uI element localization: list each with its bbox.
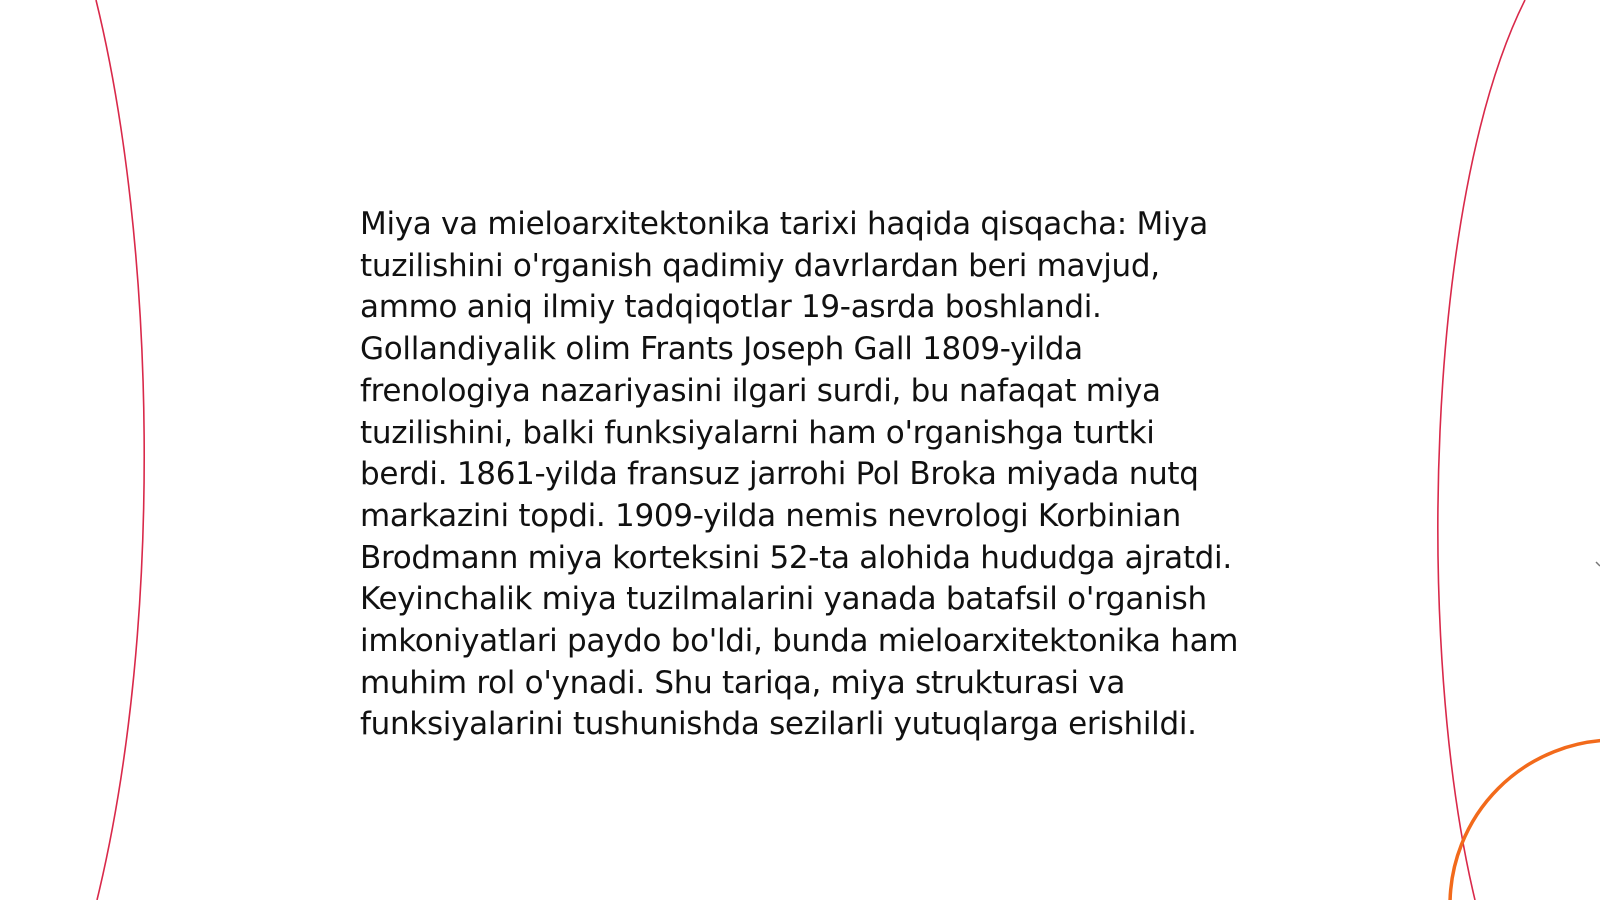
bottom-right-orange-arc [1450,740,1600,900]
right-edge-tick [1596,562,1600,566]
left-curve [96,0,144,900]
body-paragraph: Miya va mieloarxitektonika tarixi haqida qisqacha: Miya tuzilishini o'rganish qadimiy davrlardan beri mavjud, ammo aniq ilmiy tadqiqotlar 19-asrda boshlandi. Gollandiyalik olim Frants Joseph Gall 1809-yilda frenologiya nazariyasini ilgari surdi, bu nafaqat miya tuzilishini, balki funksiyalarni ham o'rganishga turtki berdi. 1861-yilda fransuz jarrohi Pol Broka miyada nutq markazini topdi. 1909-yilda nemis nevrologi Korbinian Brodmann miya korteksini 52-ta alohida hududga ajratdi. Keyinchalik miya tuzilmalarini yanada batafsil o'rganish imkoniyatlari paydo bo'ldi, bunda mieloarxitektonika ham muhim rol o'ynadi. Shu tariqa, miya strukturasi va funksiyalarini tushunishda sezilarli yutuqlarga erishildi. [360,206,1239,743]
right-curve [1438,0,1525,900]
